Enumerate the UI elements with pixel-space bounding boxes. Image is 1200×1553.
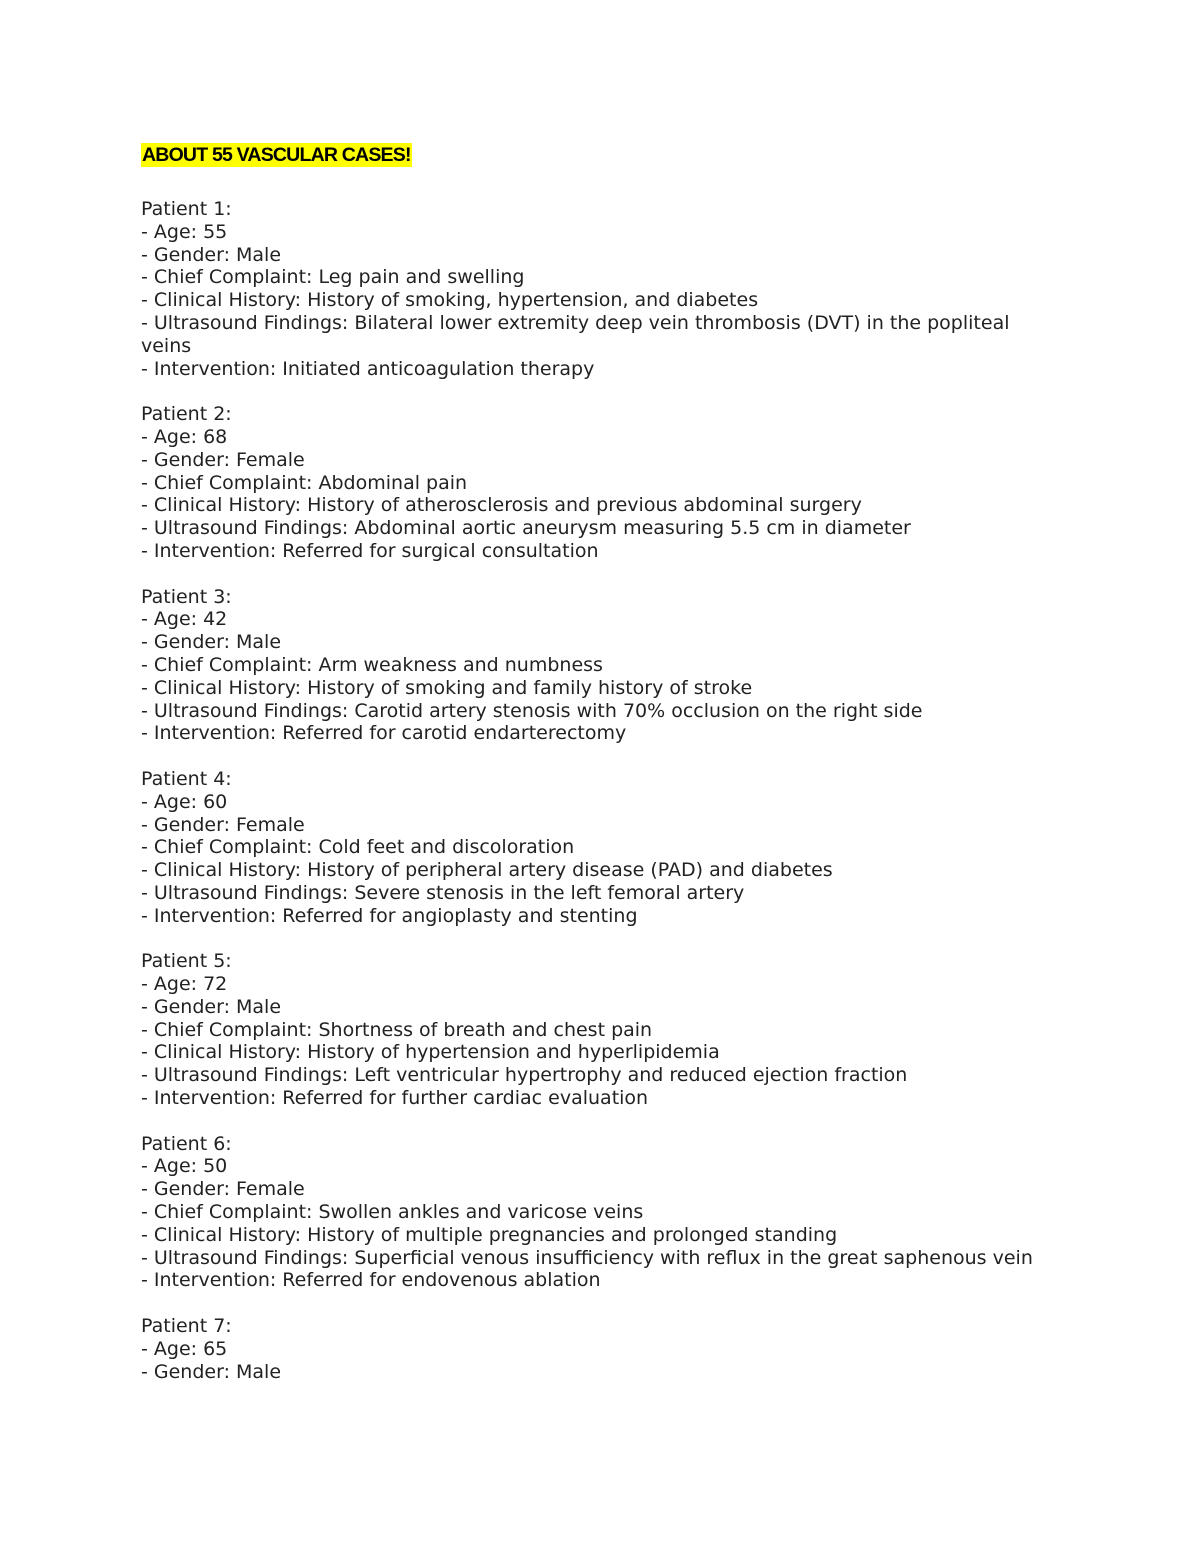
document-body — [141, 143, 1051, 1406]
patient-field: - Chief Complaint: Abdominal pain — [141, 471, 468, 494]
patient-field: - Chief Complaint: Shortness of breath and chest pain — [141, 1018, 653, 1041]
patient-field: - Age: 60 — [141, 790, 228, 813]
patient-heading: Patient 2: — [141, 403, 232, 426]
patient-field: - Age: 42 — [141, 608, 228, 631]
document-title: ABOUT 55 VASCULAR CASES! — [142, 144, 411, 166]
patient-field: - Gender: Male — [141, 243, 282, 266]
patient-record — [141, 950, 1051, 1110]
patient-record — [141, 1133, 1051, 1293]
patient-field: - Age: 68 — [141, 425, 228, 448]
patient-field: - Age: 55 — [141, 220, 228, 243]
patient-field: - Chief Complaint: Leg pain and swelling — [141, 266, 525, 289]
patient-record — [141, 586, 1051, 746]
patient-heading: Patient 5: — [141, 950, 232, 973]
patient-record — [141, 198, 1051, 380]
patient-field: - Intervention: Referred for endovenous ablation — [141, 1269, 601, 1292]
patient-field: - Gender: Male — [141, 631, 282, 654]
patient-field: - Clinical History: History of peripheral artery disease (PAD) and diabetes — [141, 859, 833, 882]
patient-field: - Ultrasound Findings: Superficial venous insufficiency with reflux in the great saphenous vein — [141, 1246, 1033, 1269]
patient-field: - Chief Complaint: Swollen ankles and varicose veins — [141, 1201, 644, 1224]
patient-field: - Age: 72 — [141, 973, 228, 996]
patient-field: - Ultrasound Findings: Bilateral lower extremity deep vein thrombosis (DVT) in the popliteal veins — [141, 311, 1010, 357]
patient-field: - Clinical History: History of multiple pregnancies and prolonged standing — [141, 1223, 838, 1246]
patient-field: - Clinical History: History of hypertension and hyperlipidemia — [141, 1041, 720, 1064]
patient-heading: Patient 4: — [141, 767, 232, 790]
patient-field: - Ultrasound Findings: Carotid artery stenosis with 70% occlusion on the right side — [141, 699, 923, 722]
patient-field: - Gender: Female — [141, 813, 305, 836]
patient-field: - Gender: Female — [141, 448, 305, 471]
patient-record — [141, 768, 1051, 928]
patient-field: - Ultrasound Findings: Left ventricular hypertrophy and reduced ejection fraction — [141, 1064, 908, 1087]
patient-field: - Gender: Male — [141, 995, 282, 1018]
patient-field: - Intervention: Referred for further cardiac evaluation — [141, 1087, 649, 1110]
patient-list — [141, 198, 1051, 1383]
patient-field: - Ultrasound Findings: Abdominal aortic aneurysm measuring 5.5 cm in diameter — [141, 517, 911, 540]
patient-field: - Intervention: Referred for angioplasty and stenting — [141, 904, 638, 927]
patient-record — [141, 1315, 1051, 1383]
patient-field: - Clinical History: History of smoking and family history of stroke — [141, 676, 753, 699]
patient-field: - Gender: Female — [141, 1178, 305, 1201]
patient-field: - Clinical History: History of atherosclerosis and previous abdominal surgery — [141, 494, 862, 517]
patient-field: - Age: 65 — [141, 1337, 228, 1360]
patient-field: - Gender: Male — [141, 1360, 282, 1383]
patient-heading: Patient 1: — [141, 198, 232, 220]
patient-field: - Age: 50 — [141, 1155, 228, 1178]
patient-field: - Clinical History: History of smoking, hypertension, and diabetes — [141, 289, 759, 312]
patient-heading: Patient 3: — [141, 585, 232, 608]
patient-field: - Chief Complaint: Arm weakness and numbness — [141, 653, 603, 676]
patient-field: - Ultrasound Findings: Severe stenosis in the left femoral artery — [141, 881, 745, 904]
patient-field: - Intervention: Referred for surgical consultation — [141, 539, 599, 562]
patient-record — [141, 403, 1051, 563]
patient-field: - Chief Complaint: Cold feet and discoloration — [141, 836, 575, 859]
patient-field: - Intervention: Initiated anticoagulation therapy — [141, 357, 595, 380]
title-block — [141, 143, 1051, 198]
patient-heading: Patient 7: — [141, 1315, 232, 1338]
patient-field: - Intervention: Referred for carotid endarterectomy — [141, 722, 627, 745]
patient-heading: Patient 6: — [141, 1132, 232, 1155]
